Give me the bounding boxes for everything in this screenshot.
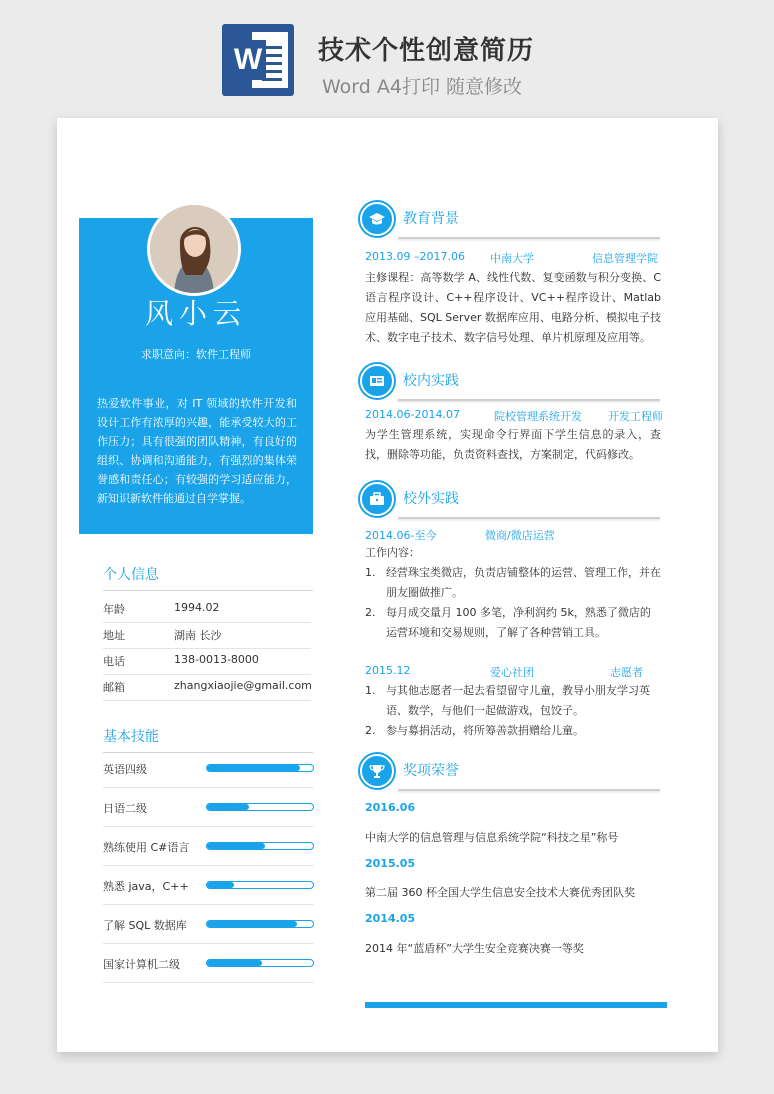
job1-intro: 工作内容： bbox=[365, 546, 420, 559]
briefcase-icon bbox=[360, 482, 394, 516]
awards-section-header bbox=[360, 754, 662, 790]
external-heading: 校外实践 bbox=[403, 491, 459, 507]
list-text: 参与募捐活动，将所筹善款捐赠给儿童。 bbox=[386, 724, 584, 737]
external-section-header bbox=[360, 482, 662, 518]
info-key: 年龄 bbox=[103, 603, 125, 616]
education-college: 信息管理学院 bbox=[592, 252, 658, 265]
awards-heading: 奖项荣誉 bbox=[403, 763, 459, 779]
job2-period: 2015.12 bbox=[365, 664, 411, 677]
skill-level-bar bbox=[206, 920, 314, 928]
info-key: 电话 bbox=[103, 655, 125, 668]
job-objective: 求职意向：软件工程师 bbox=[141, 348, 251, 361]
skill-level-fill bbox=[207, 921, 297, 927]
job1-period: 2014.06-至今 bbox=[365, 529, 437, 542]
skill-label: 熟悉 java，C++ bbox=[103, 880, 189, 893]
graduation-cap-icon bbox=[360, 202, 394, 236]
list-text: 与其他志愿者一起去看望留守儿童，教导小朋友学习英语、数学，与他们一起做游戏，包饺子。 bbox=[386, 684, 650, 717]
skill-row bbox=[103, 788, 314, 827]
skill-label: 日语二级 bbox=[103, 802, 147, 815]
info-value: 138-0013-8000 bbox=[174, 653, 259, 666]
email-value: zhangxiaojie@gmail.com bbox=[174, 679, 312, 692]
footer-accent-bar bbox=[365, 1002, 667, 1008]
divider bbox=[398, 399, 660, 401]
education-section-header bbox=[360, 202, 662, 238]
word-letter: W bbox=[230, 40, 266, 80]
id-card-icon bbox=[360, 364, 394, 398]
list-item bbox=[365, 721, 661, 741]
skill-level-fill bbox=[207, 804, 249, 810]
award-date: 2016.06 bbox=[365, 801, 416, 814]
skill-label: 熟练使用 C#语言 bbox=[103, 841, 190, 854]
resume-page bbox=[57, 118, 718, 1052]
skill-level-fill bbox=[207, 843, 265, 849]
word-logo-icon bbox=[222, 24, 294, 96]
skill-level-fill bbox=[207, 882, 234, 888]
award-date: 2014.05 bbox=[365, 912, 416, 925]
list-text: 经营珠宝类微店，负责店铺整体的运营、管理工作，并在朋友圈做推广。 bbox=[386, 566, 661, 599]
profile-panel bbox=[79, 218, 313, 534]
award-text: 第二届 360 杯全国大学生信息安全技术大赛优秀团队奖 bbox=[365, 886, 635, 899]
list-item bbox=[365, 603, 661, 643]
campus-section-header bbox=[360, 364, 662, 400]
job2-list bbox=[365, 681, 661, 741]
skill-level-bar bbox=[206, 764, 314, 772]
skill-level-fill bbox=[207, 765, 300, 771]
skill-level-fill bbox=[207, 960, 262, 966]
campus-description: 为学生管理系统，实现命令行界面下学生信息的录入，查找，删除等功能，负责资料查找，方案制定，代码修改。 bbox=[365, 428, 661, 461]
job2-role: 志愿者 bbox=[610, 666, 643, 679]
banner bbox=[0, 0, 774, 118]
job1-org: 微商/微店运营 bbox=[485, 529, 555, 542]
divider bbox=[398, 517, 660, 519]
trophy-icon bbox=[360, 754, 394, 788]
list-text: 每月成交量月 100 多笔，净利润约 5k，熟悉了微店的运营环境和交易规则，了解了各种营销工具。 bbox=[386, 606, 651, 639]
self-intro: 热爱软件事业，对 IT 领域的软件开发和设计工作有浓厚的兴趣，能承受较大的工作压力；具有很强的团队精神，有良好的组织、协调和沟通能力，有强烈的集体荣誉感和责任心；有较强的学习适应能力，新知识新软件能通过自学掌握。 bbox=[97, 397, 297, 505]
info-row bbox=[103, 648, 311, 675]
list-number: 1. bbox=[365, 566, 376, 579]
skill-row bbox=[103, 827, 314, 866]
skill-label: 国家计算机二级 bbox=[103, 958, 180, 971]
job1-list bbox=[365, 563, 661, 643]
personal-info-heading: 个人信息 bbox=[103, 564, 313, 591]
campus-heading: 校内实践 bbox=[403, 373, 459, 389]
campus-role: 开发工程师 bbox=[608, 410, 663, 423]
skill-label: 了解 SQL 数据库 bbox=[103, 919, 187, 932]
campus-project: 院校管理系统开发 bbox=[494, 410, 582, 423]
list-number: 2. bbox=[365, 724, 376, 737]
job2-org: 爱心社团 bbox=[490, 666, 534, 679]
skill-level-bar bbox=[206, 959, 314, 967]
skill-row bbox=[103, 905, 314, 944]
award-text: 中南大学的信息管理与信息系统学院“科技之星”称号 bbox=[365, 831, 619, 844]
skill-row bbox=[103, 866, 314, 905]
banner-subtitle: Word A4打印 随意修改 bbox=[322, 76, 523, 98]
skill-row bbox=[103, 749, 314, 788]
list-number: 1. bbox=[365, 684, 376, 697]
education-school: 中南大学 bbox=[490, 252, 534, 265]
skill-label: 英语四级 bbox=[103, 763, 147, 776]
skill-row bbox=[103, 944, 314, 983]
skill-level-bar bbox=[206, 803, 314, 811]
education-period: 2013.09 –2017.06 bbox=[365, 250, 465, 263]
info-value: 湖南 长沙 bbox=[174, 629, 222, 642]
award-text: 2014 年“蓝盾杯”大学生安全竞赛决赛一等奖 bbox=[365, 942, 584, 955]
info-key: 邮箱 bbox=[103, 681, 125, 694]
info-row bbox=[103, 596, 311, 623]
info-row bbox=[103, 622, 311, 649]
divider bbox=[398, 789, 660, 791]
award-date: 2015.05 bbox=[365, 857, 416, 870]
banner-title: 技术个性创意简历 bbox=[318, 36, 535, 66]
info-row bbox=[103, 674, 311, 701]
campus-period: 2014.06-2014.07 bbox=[365, 408, 460, 421]
skill-level-bar bbox=[206, 881, 314, 889]
skill-level-bar bbox=[206, 842, 314, 850]
skills-heading: 基本技能 bbox=[103, 726, 313, 753]
info-value: 1994.02 bbox=[174, 601, 220, 614]
info-key: 地址 bbox=[103, 629, 125, 642]
education-courses: 主修课程：高等数学 A、线性代数、复变函数与积分变换、C 语言程序设计、C++程序设计、VC++程序设计、Matlab 应用基础、SQL Server 数据库应用、电路分析、模拟电子技术、数字电子技术、数字信号处理、单片机原理及应用等。 bbox=[365, 271, 661, 344]
avatar bbox=[147, 202, 241, 296]
candidate-name: 风小云 bbox=[144, 297, 247, 330]
divider bbox=[398, 237, 660, 239]
list-item bbox=[365, 681, 661, 721]
list-number: 2. bbox=[365, 606, 376, 619]
list-item bbox=[365, 563, 661, 603]
education-heading: 教育背景 bbox=[403, 211, 459, 227]
